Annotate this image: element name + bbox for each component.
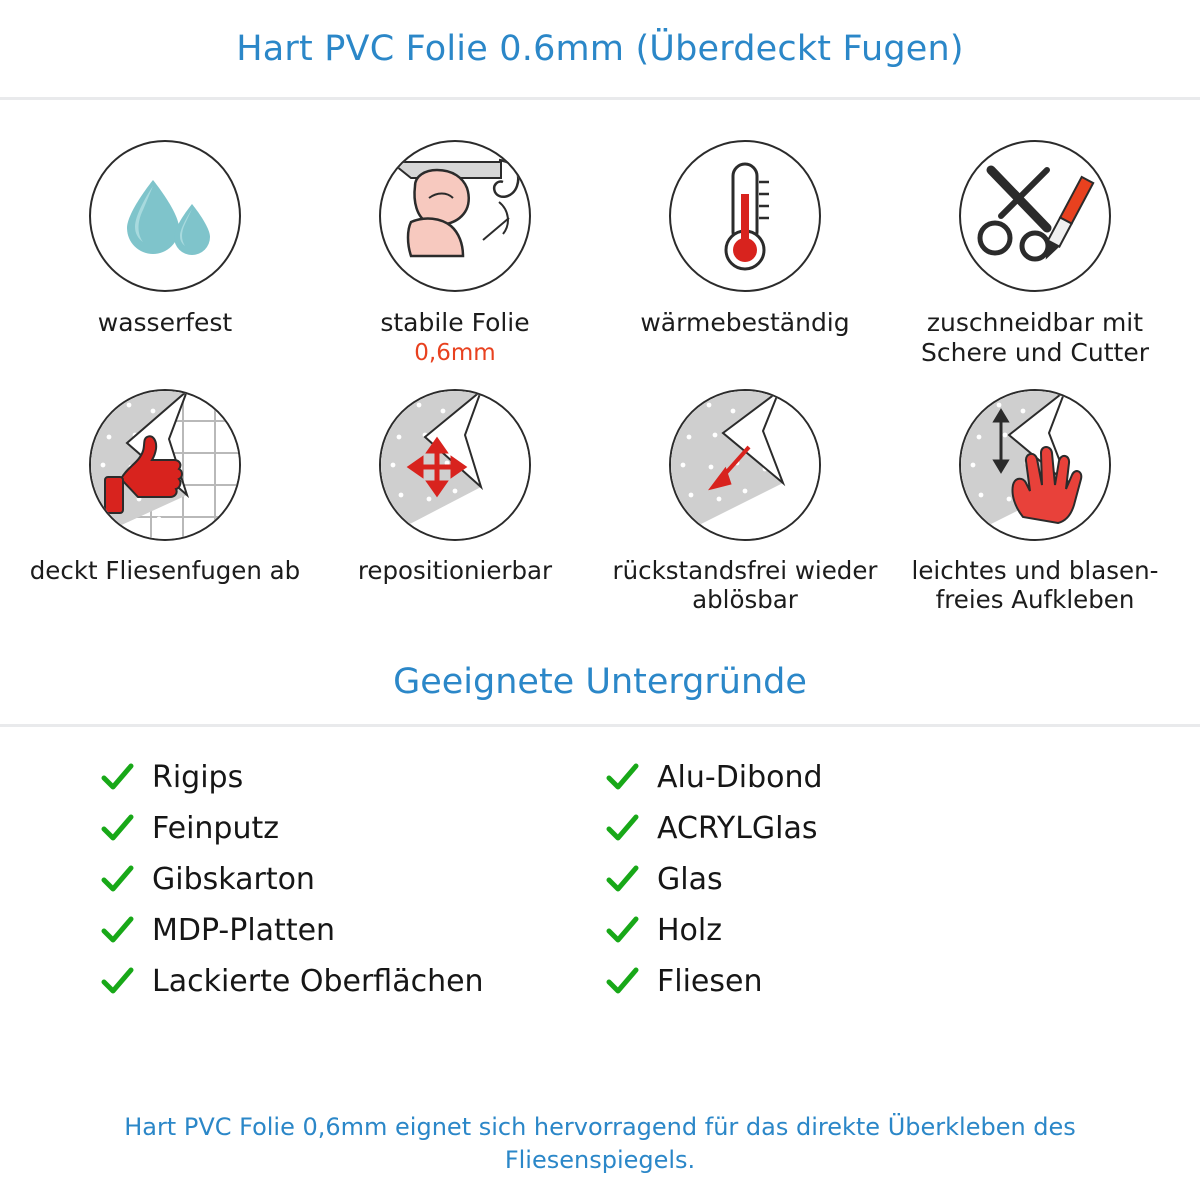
- section-title: Geeignete Untergründe: [393, 662, 807, 703]
- list-item: [605, 806, 1100, 852]
- feature-deckt-fliesenfugen-ab: [20, 389, 310, 615]
- check-icon: [100, 761, 134, 795]
- list-item: [605, 857, 1100, 903]
- list-item: [605, 755, 1100, 801]
- list-item: [100, 755, 595, 801]
- check-icon: [100, 914, 134, 948]
- flexed-arm-icon: [379, 140, 531, 292]
- feature-label: wärmebeständig: [640, 308, 850, 337]
- feature-label: rückstandsfrei wieder ablösbar: [612, 556, 878, 614]
- feature-label: wasserfest: [97, 308, 233, 337]
- check-icon: [100, 863, 134, 897]
- substrate-label: Lackierte Oberflächen: [152, 963, 484, 999]
- feature-grid-row-1: [0, 100, 1200, 367]
- feature-grid-row-2: [0, 367, 1200, 615]
- list-item: [605, 959, 1100, 1005]
- feature-waermebestaendig: [600, 140, 890, 367]
- peel-arrow-icon: [669, 389, 821, 541]
- footer-note: Hart PVC Folie 0,6mm eignet sich hervorragend für das direkte Überkleben des Fliesenspiegels.: [124, 1113, 1076, 1174]
- feature-label: stabile Folie: [380, 308, 530, 337]
- check-icon: [605, 914, 639, 948]
- feature-label: repositionierbar: [357, 556, 553, 585]
- list-item: [100, 959, 595, 1005]
- substrates-left-column: [100, 755, 595, 1005]
- check-icon: [100, 812, 134, 846]
- substrates-list: [0, 727, 1200, 1005]
- feature-label: leichtes und blasen- freies Aufkleben: [911, 556, 1159, 614]
- feature-sublabel: 0,6mm: [414, 339, 496, 366]
- check-icon: [605, 761, 639, 795]
- substrates-right-column: [605, 755, 1100, 1005]
- list-item: [605, 908, 1100, 954]
- list-item: [100, 908, 595, 954]
- substrate-label: Alu-Dibond: [657, 759, 823, 795]
- feature-zuschneidbar: [890, 140, 1180, 367]
- substrate-label: Fliesen: [657, 963, 763, 999]
- substrate-label: Rigips: [152, 759, 244, 795]
- check-icon: [605, 863, 639, 897]
- feature-leichtes-aufkleben: [890, 389, 1180, 615]
- thumbs-up-tiles-icon: [89, 389, 241, 541]
- substrate-label: Feinputz: [152, 810, 279, 846]
- header: [0, 0, 1200, 100]
- check-icon: [605, 812, 639, 846]
- substrate-label: MDP-Platten: [152, 912, 336, 948]
- move-arrows-icon: [379, 389, 531, 541]
- substrate-label: Holz: [657, 912, 722, 948]
- check-icon: [100, 965, 134, 999]
- hand-smoothing-icon: [959, 389, 1111, 541]
- check-icon: [605, 965, 639, 999]
- page-title: Hart PVC Folie 0.6mm (Überdeckt Fugen): [236, 28, 964, 69]
- thermometer-icon: [669, 140, 821, 292]
- substrate-label: ACRYLGlas: [657, 810, 818, 846]
- feature-label: zuschneidbar mit Schere und Cutter: [921, 308, 1149, 367]
- feature-rueckstandsfrei: [600, 389, 890, 615]
- feature-repositionierbar: [310, 389, 600, 615]
- scissors-cutter-icon: [959, 140, 1111, 292]
- substrate-label: Gibskarton: [152, 861, 315, 897]
- water-drops-icon: [89, 140, 241, 292]
- subtitle-band: [0, 641, 1200, 727]
- feature-wasserfest: [20, 140, 310, 367]
- list-item: [100, 806, 595, 852]
- substrate-label: Glas: [657, 861, 723, 897]
- feature-label: deckt Fliesenfugen ab: [29, 556, 301, 585]
- list-item: [100, 857, 595, 903]
- feature-stabile-folie: [310, 140, 600, 367]
